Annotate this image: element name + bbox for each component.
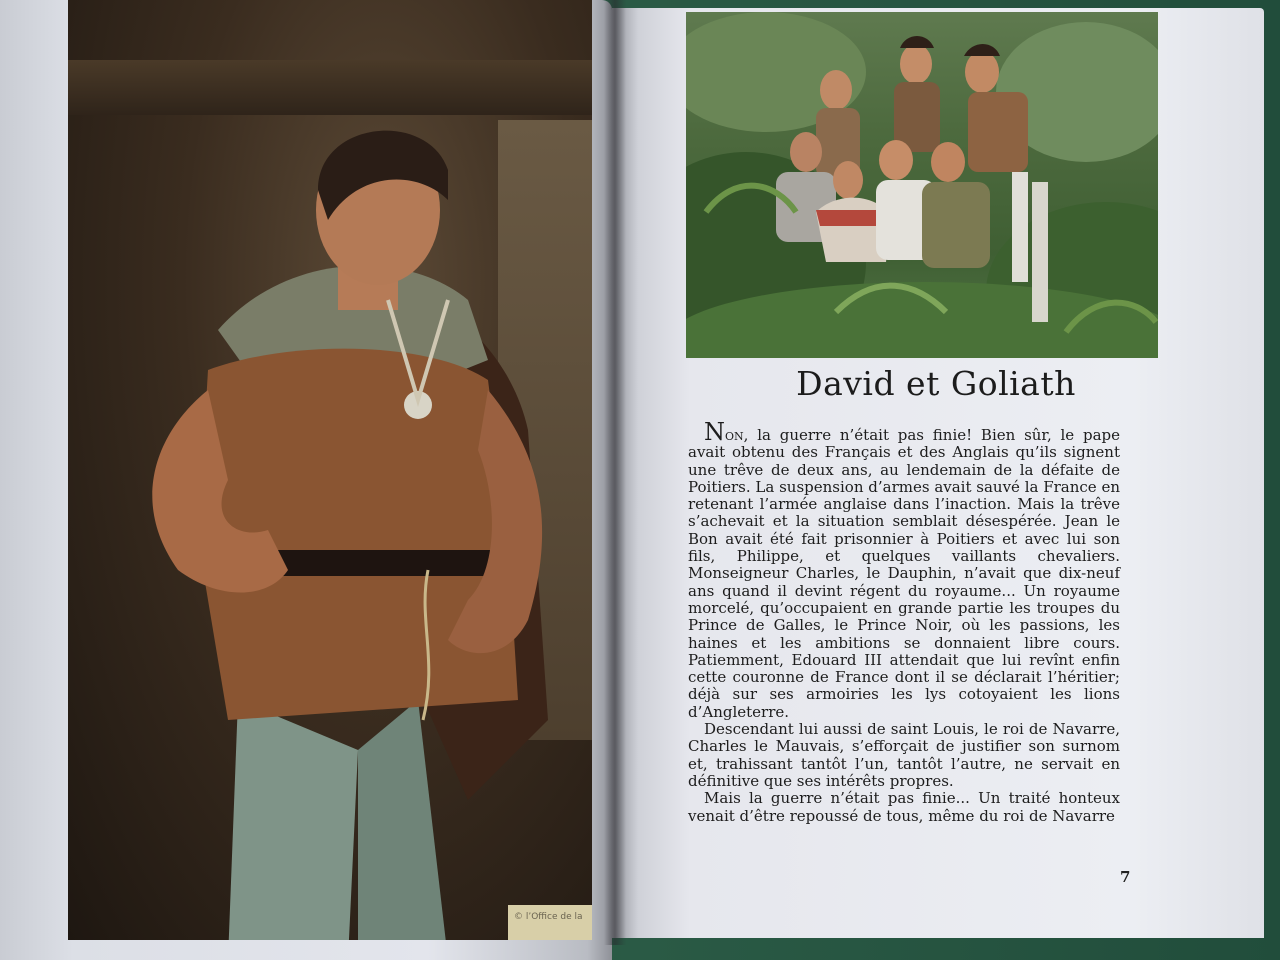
book-gutter [604, 0, 626, 945]
chapter-title: David et Goliath [796, 364, 1076, 403]
page-number: 7 [1120, 868, 1131, 886]
drop-cap: N [704, 418, 725, 446]
photo-caption-strip [508, 905, 592, 940]
paragraph-1-text: , la guerre n’était pas finie! Bien sûr, le pape avait obtenu des Français et des Anglais qu’ils signent une trêve de deux ans, au lendemain de la défaite de Poitiers. La suspension d’armes avait sauvé la France en retenant l’armée anglaise dans l’inaction. Mais la trêve s’achevait et la situation semblait désespérée. Jean le Bon avait été fait prisonnier à Poitiers et avec lui son fils, Philippe, et quelques vaillants chevaliers. Monseigneur Charles, le Dauphin, n’avait que dix-neuf ans quand il devint régent du royaume... Un royaume morcelé, qu’occupaient en grande partie les troupes du Prince de Galles, le Prince Noir, où les passions, les haines et les ambitions se donnaient libre cours. Patiemment, Edouard III attendait que lui revînt enfin cette couronne de France dont il se déclarait l’héritier; déjà sur ses armoiries les lys cotoyaient les lions d’Angleterre. [688, 426, 1120, 721]
right-page-photo [686, 12, 1158, 358]
paragraph-1 [688, 418, 1120, 721]
paragraph-3: Mais la guerre n’était pas finie... Un traité honteux venait d’être repoussé de tous, même du roi de Navarre [688, 789, 1120, 825]
small-caps-lead: on [725, 426, 744, 444]
left-page-photo [68, 0, 592, 940]
paragraph-2: Descendant lui aussi de saint Louis, le roi de Navarre, Charles le Mauvais, s’efforçait de justifier son surnom et, trahissant tantôt l’un, tantôt l’autre, ne servait en définitive que ses intérêts propres. [688, 720, 1120, 790]
archer-figure-illustration [88, 100, 568, 940]
photo-credit: © l’Office de la [514, 912, 583, 922]
body-text [688, 418, 1120, 825]
outlaws-group-illustration [686, 12, 1158, 358]
